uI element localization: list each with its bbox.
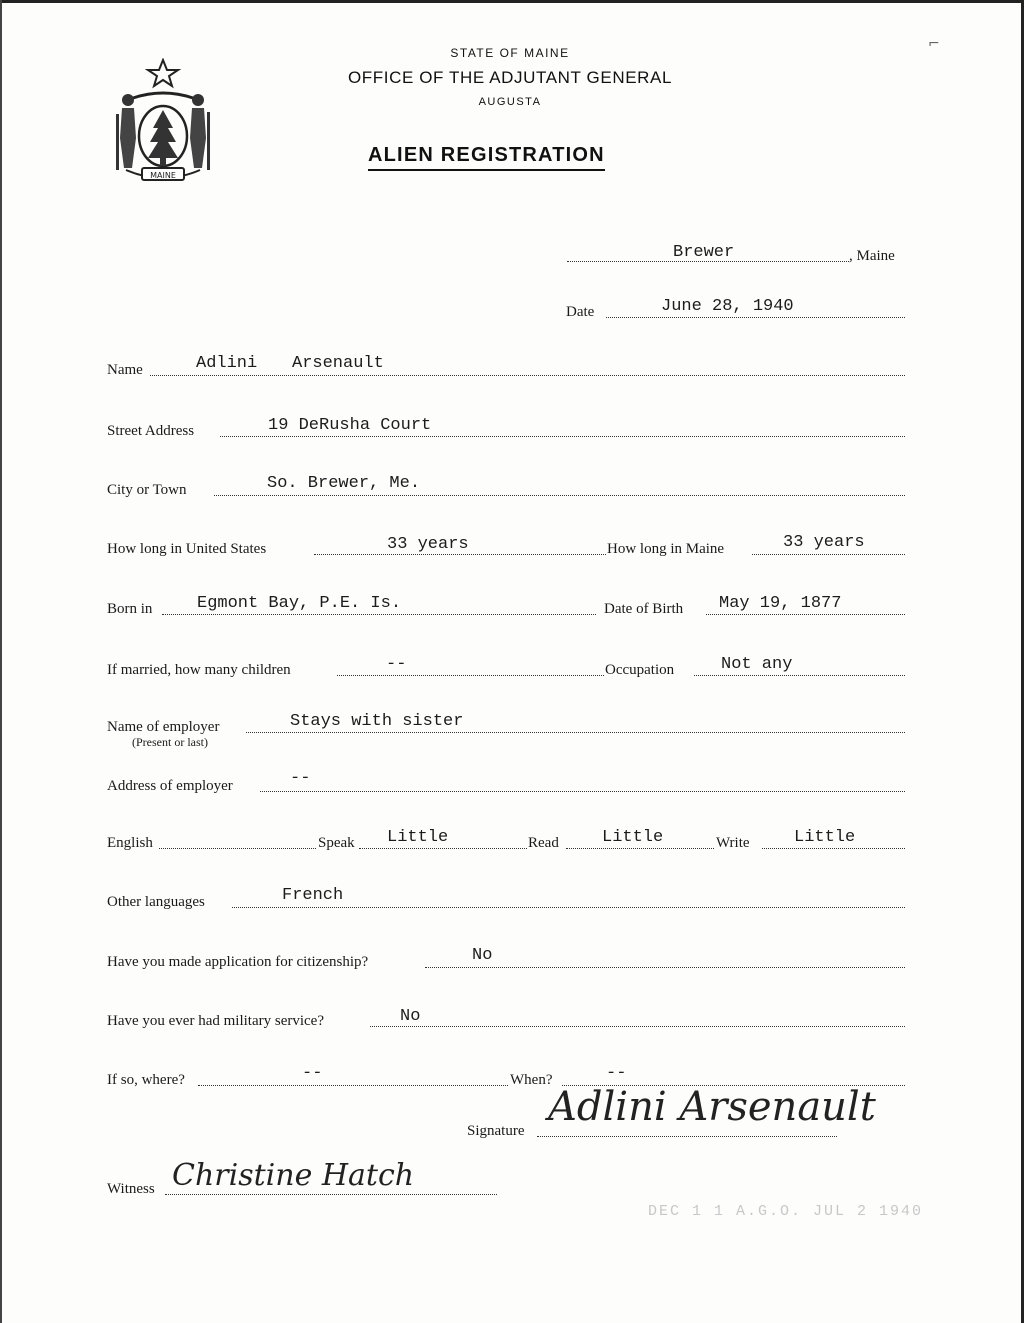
employer-address-value: --	[290, 769, 311, 788]
witness-line	[165, 1194, 497, 1195]
english-line	[159, 848, 316, 849]
witness-handwriting: Christine Hatch	[172, 1158, 415, 1193]
city-label: City or Town	[107, 482, 187, 498]
street-line	[220, 436, 905, 437]
scan-edge-top	[0, 0, 1024, 3]
citizenship-label: Have you made application for citizenship?	[107, 954, 369, 970]
read-line	[566, 848, 714, 849]
other-languages-value: French	[282, 886, 344, 905]
employer-line	[246, 732, 905, 733]
speak-label: Speak	[318, 835, 355, 851]
english-label: English	[107, 835, 153, 851]
employer-value: Stays with sister	[290, 712, 464, 731]
birth-date-value: May 19, 1877	[719, 594, 842, 613]
maine-seal-logo	[108, 58, 218, 188]
other-languages-line	[232, 907, 905, 908]
employer-sublabel: (Present or last)	[132, 735, 208, 749]
employer-address-label: Address of employer	[107, 778, 233, 794]
occupation-label: Occupation	[605, 662, 675, 678]
speak-value: Little	[387, 828, 449, 847]
years-us-value: 33 years	[387, 535, 469, 554]
read-value: Little	[602, 828, 664, 847]
speak-line	[359, 848, 527, 849]
name-label: Name	[107, 362, 143, 378]
birth-date-label: Date of Birth	[604, 601, 684, 617]
check-mark: ⌐	[928, 36, 940, 52]
street-label: Street Address	[107, 423, 195, 439]
years-us-line	[314, 554, 606, 555]
born-in-value: Egmont Bay, P.E. Is.	[197, 594, 402, 613]
write-line	[762, 848, 905, 849]
date-line	[606, 317, 905, 318]
date-value: June 28, 1940	[661, 297, 794, 316]
name-line	[150, 375, 905, 376]
scan-edge-left	[0, 0, 2, 1323]
years-us-label: How long in United States	[107, 541, 267, 557]
children-line	[337, 675, 604, 676]
signature-handwriting: Adlini Arsenault	[548, 1084, 876, 1130]
signature-label: Signature	[467, 1123, 525, 1139]
where-value: --	[302, 1064, 323, 1083]
employer-address-line	[260, 791, 905, 792]
children-label: If married, how many children	[107, 662, 291, 678]
occupation-value: Not any	[721, 655, 793, 674]
military-label: Have you ever had military service?	[107, 1013, 324, 1029]
street-value: 19 DeRusha Court	[268, 416, 432, 435]
birth-date-line	[706, 614, 905, 615]
svg-text:MAINE: MAINE	[150, 171, 176, 180]
born-in-label: Born in	[107, 601, 153, 617]
citizenship-line	[425, 967, 905, 968]
children-value: --	[386, 655, 407, 674]
header-city: AUGUSTA	[478, 96, 542, 108]
write-label: Write	[716, 835, 750, 851]
write-value: Little	[794, 828, 856, 847]
years-maine-value: 33 years	[783, 533, 865, 552]
place-value: Brewer	[673, 243, 735, 262]
date-label: Date	[566, 304, 595, 320]
citizenship-value: No	[472, 946, 493, 965]
name-first: Adlini	[196, 354, 258, 373]
years-maine-label: How long in Maine	[607, 541, 725, 557]
military-line	[370, 1026, 905, 1027]
years-maine-line	[752, 554, 905, 555]
header-state: STATE OF MAINE	[450, 46, 570, 60]
header-office: OFFICE OF THE ADJUTANT GENERAL	[347, 68, 673, 87]
city-line	[214, 495, 905, 496]
born-in-line	[162, 614, 596, 615]
witness-label: Witness	[107, 1181, 155, 1197]
read-label: Read	[528, 835, 559, 851]
received-stamp: DEC 1 1 A.G.O. JUL 2 1940	[648, 1203, 924, 1220]
when-label: When?	[510, 1072, 553, 1088]
military-value: No	[400, 1007, 421, 1026]
name-last: Arsenault	[292, 354, 384, 373]
city-value: So. Brewer, Me.	[267, 474, 421, 493]
where-line	[198, 1085, 508, 1086]
occupation-line	[694, 675, 905, 676]
employer-label: Name of employer	[107, 719, 220, 735]
where-label: If so, where?	[107, 1072, 185, 1088]
other-languages-label: Other languages	[107, 894, 205, 910]
form-title: ALIEN REGISTRATION	[368, 144, 605, 171]
when-value: --	[606, 1064, 627, 1083]
place-suffix: , Maine	[849, 248, 895, 264]
signature-line	[537, 1136, 837, 1137]
